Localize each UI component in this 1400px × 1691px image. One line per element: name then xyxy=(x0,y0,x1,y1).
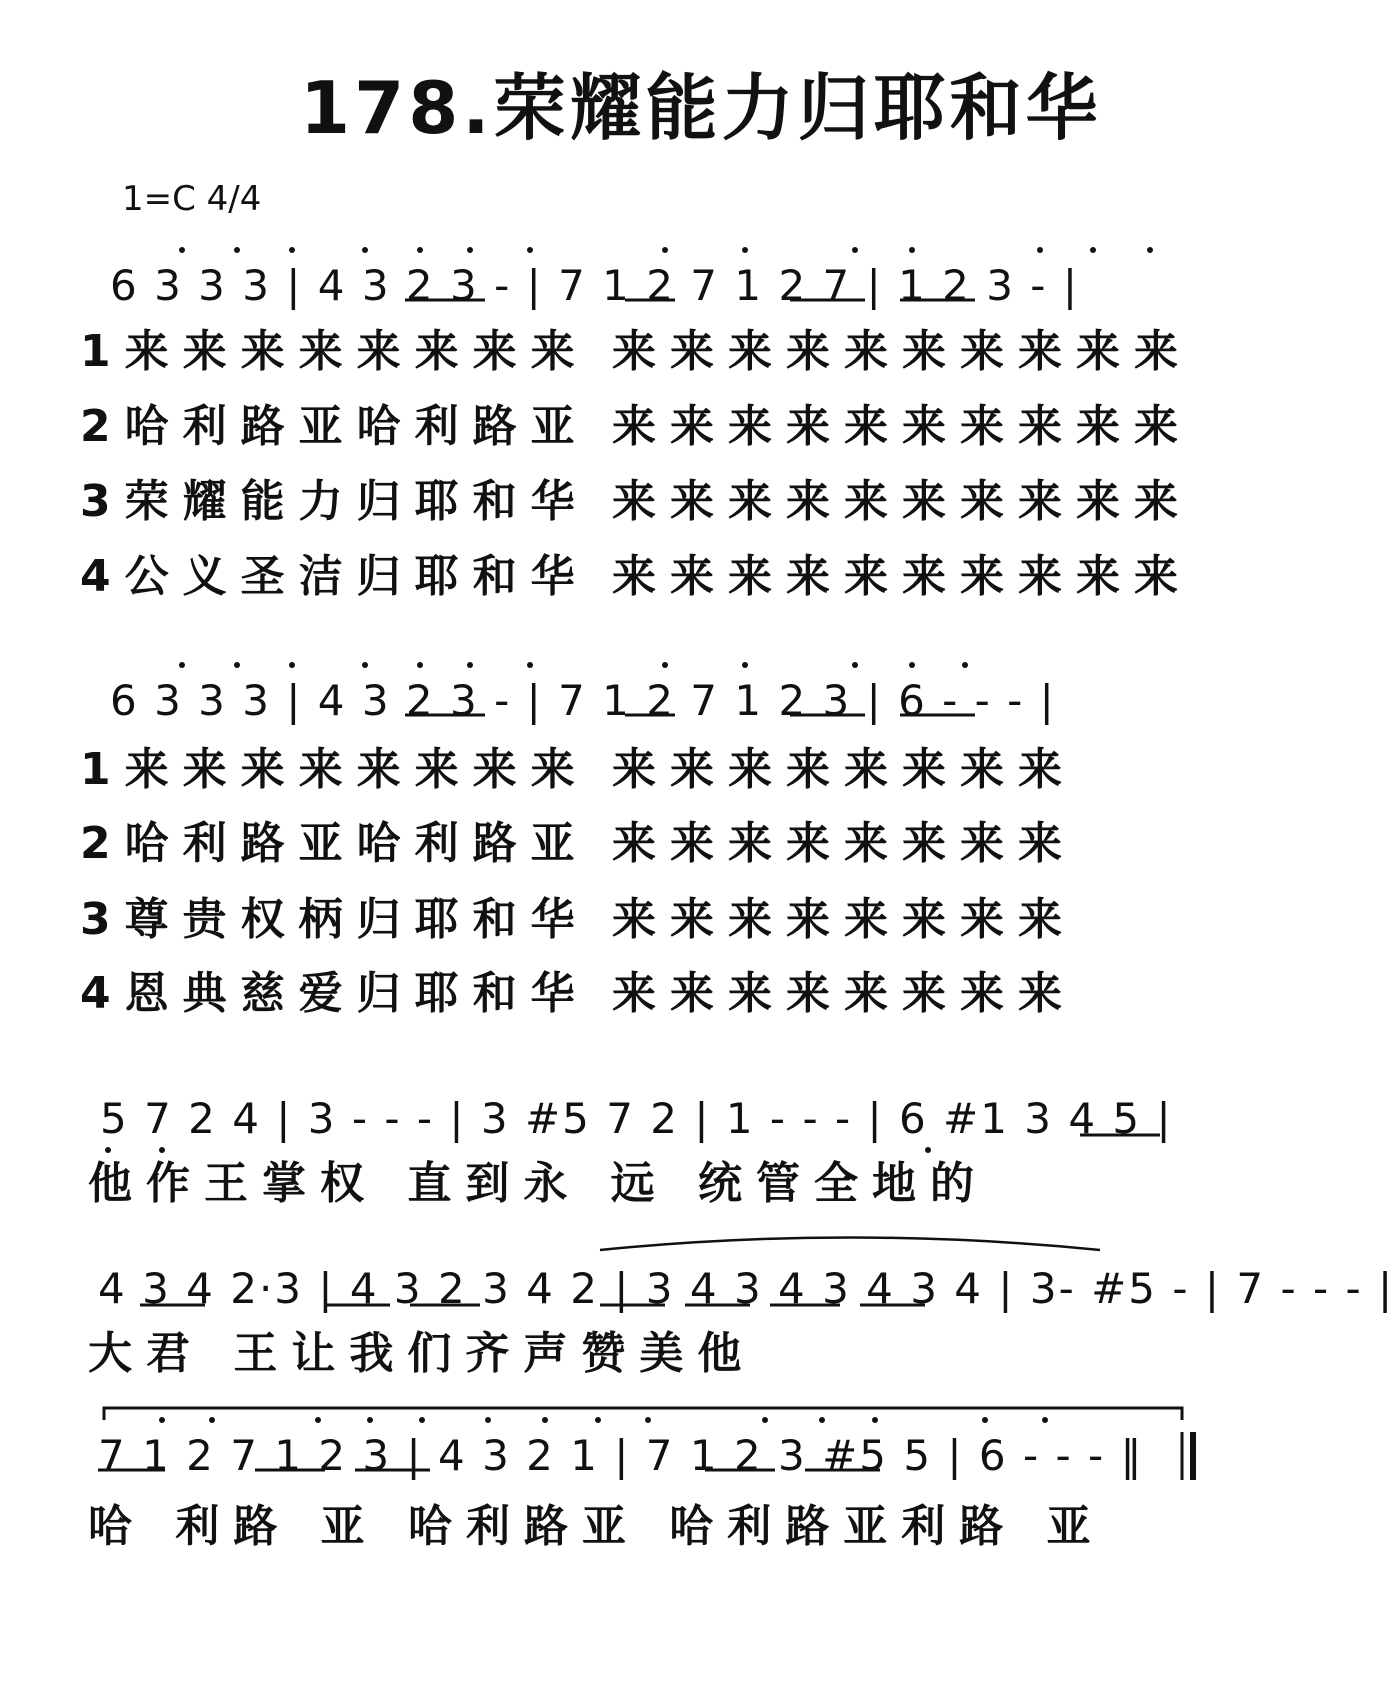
notation-line-1: 6 3 3 3 | 4 3 2 3 - | 7 1 2 7 1 2 7 | 1 2 3 - | xyxy=(110,261,1079,310)
verse-3-line-2a: 3尊贵权柄归耶和华 xyxy=(80,894,589,945)
repeat-bracket xyxy=(104,1408,1182,1420)
octave-dots xyxy=(159,247,1153,1423)
verse-1-line-2a: 1来来来来来来来来 xyxy=(80,744,589,795)
chorus-lyric-2: 大君 王让我们齐声赞美他 xyxy=(88,1328,756,1379)
verse-4-line-1b: 来来来来来来来来来来 xyxy=(612,551,1192,602)
verse-3-line-1a: 3荣耀能力归耶和华 xyxy=(80,476,589,527)
chorus-lyric-1: 他作王掌权 直到永 远 统管全地的 xyxy=(88,1158,988,1209)
verse-2-line-2a: 2哈利路亚哈利路亚 xyxy=(80,818,589,869)
hymn-title: 178.荣耀能力归耶和华 xyxy=(300,66,1102,150)
verse-3-line-1b: 来来来来来来来来来来 xyxy=(612,476,1192,527)
verse-4-line-1a: 4公义圣洁归耶和华 xyxy=(80,551,589,602)
verse-1-line-1a: 1来来来来来来来来 xyxy=(80,326,589,377)
chorus-lyric-3: 哈 利路 亚 哈利路亚 哈利路亚利路 亚 xyxy=(88,1501,1105,1552)
verse-1-line-2b: 来来来来来来来来 xyxy=(612,744,1076,795)
verse-2-line-1a: 2哈利路亚哈利路亚 xyxy=(80,401,589,452)
verse-1-line-1b: 来来来来来来来来来来 xyxy=(612,326,1192,377)
verse-2-line-2b: 来来来来来来来来 xyxy=(612,818,1076,869)
low-octave-dots xyxy=(105,1147,931,1153)
key-signature: 1=C 4/4 xyxy=(122,179,262,219)
verse-3-line-2b: 来来来来来来来来 xyxy=(612,894,1076,945)
verse-2-line-1b: 来来来来来来来来来来 xyxy=(612,401,1192,452)
notation-line-2: 6 3 3 3 | 4 3 2 3 - | 7 1 2 7 1 2 3 | 6 - - - | xyxy=(110,676,1056,725)
final-barline xyxy=(1182,1432,1193,1480)
notation-line-3: 5 7 2 4 | 3 - - - | 3 #5 7 2 | 1 - - - | 6 #1 3 4 5 | xyxy=(100,1094,1173,1143)
verse-4-line-2b: 来来来来来来来来 xyxy=(612,968,1076,1019)
slur-mark xyxy=(600,1238,1100,1251)
notation-line-4: 4 3 4 2·3 | 4 3 2 3 4 2 | 3 4 3 4 3 4 3 4 | 3- #5 - | 7 - - - | xyxy=(98,1264,1395,1313)
notation-line-5: 7 1 2 7 1 2 3 | 4 3 2 1 | 7 1 2 3 #5 5 | 6 - - - ‖ xyxy=(98,1431,1144,1480)
verse-4-line-2a: 4恩典慈爱归耶和华 xyxy=(80,968,589,1019)
